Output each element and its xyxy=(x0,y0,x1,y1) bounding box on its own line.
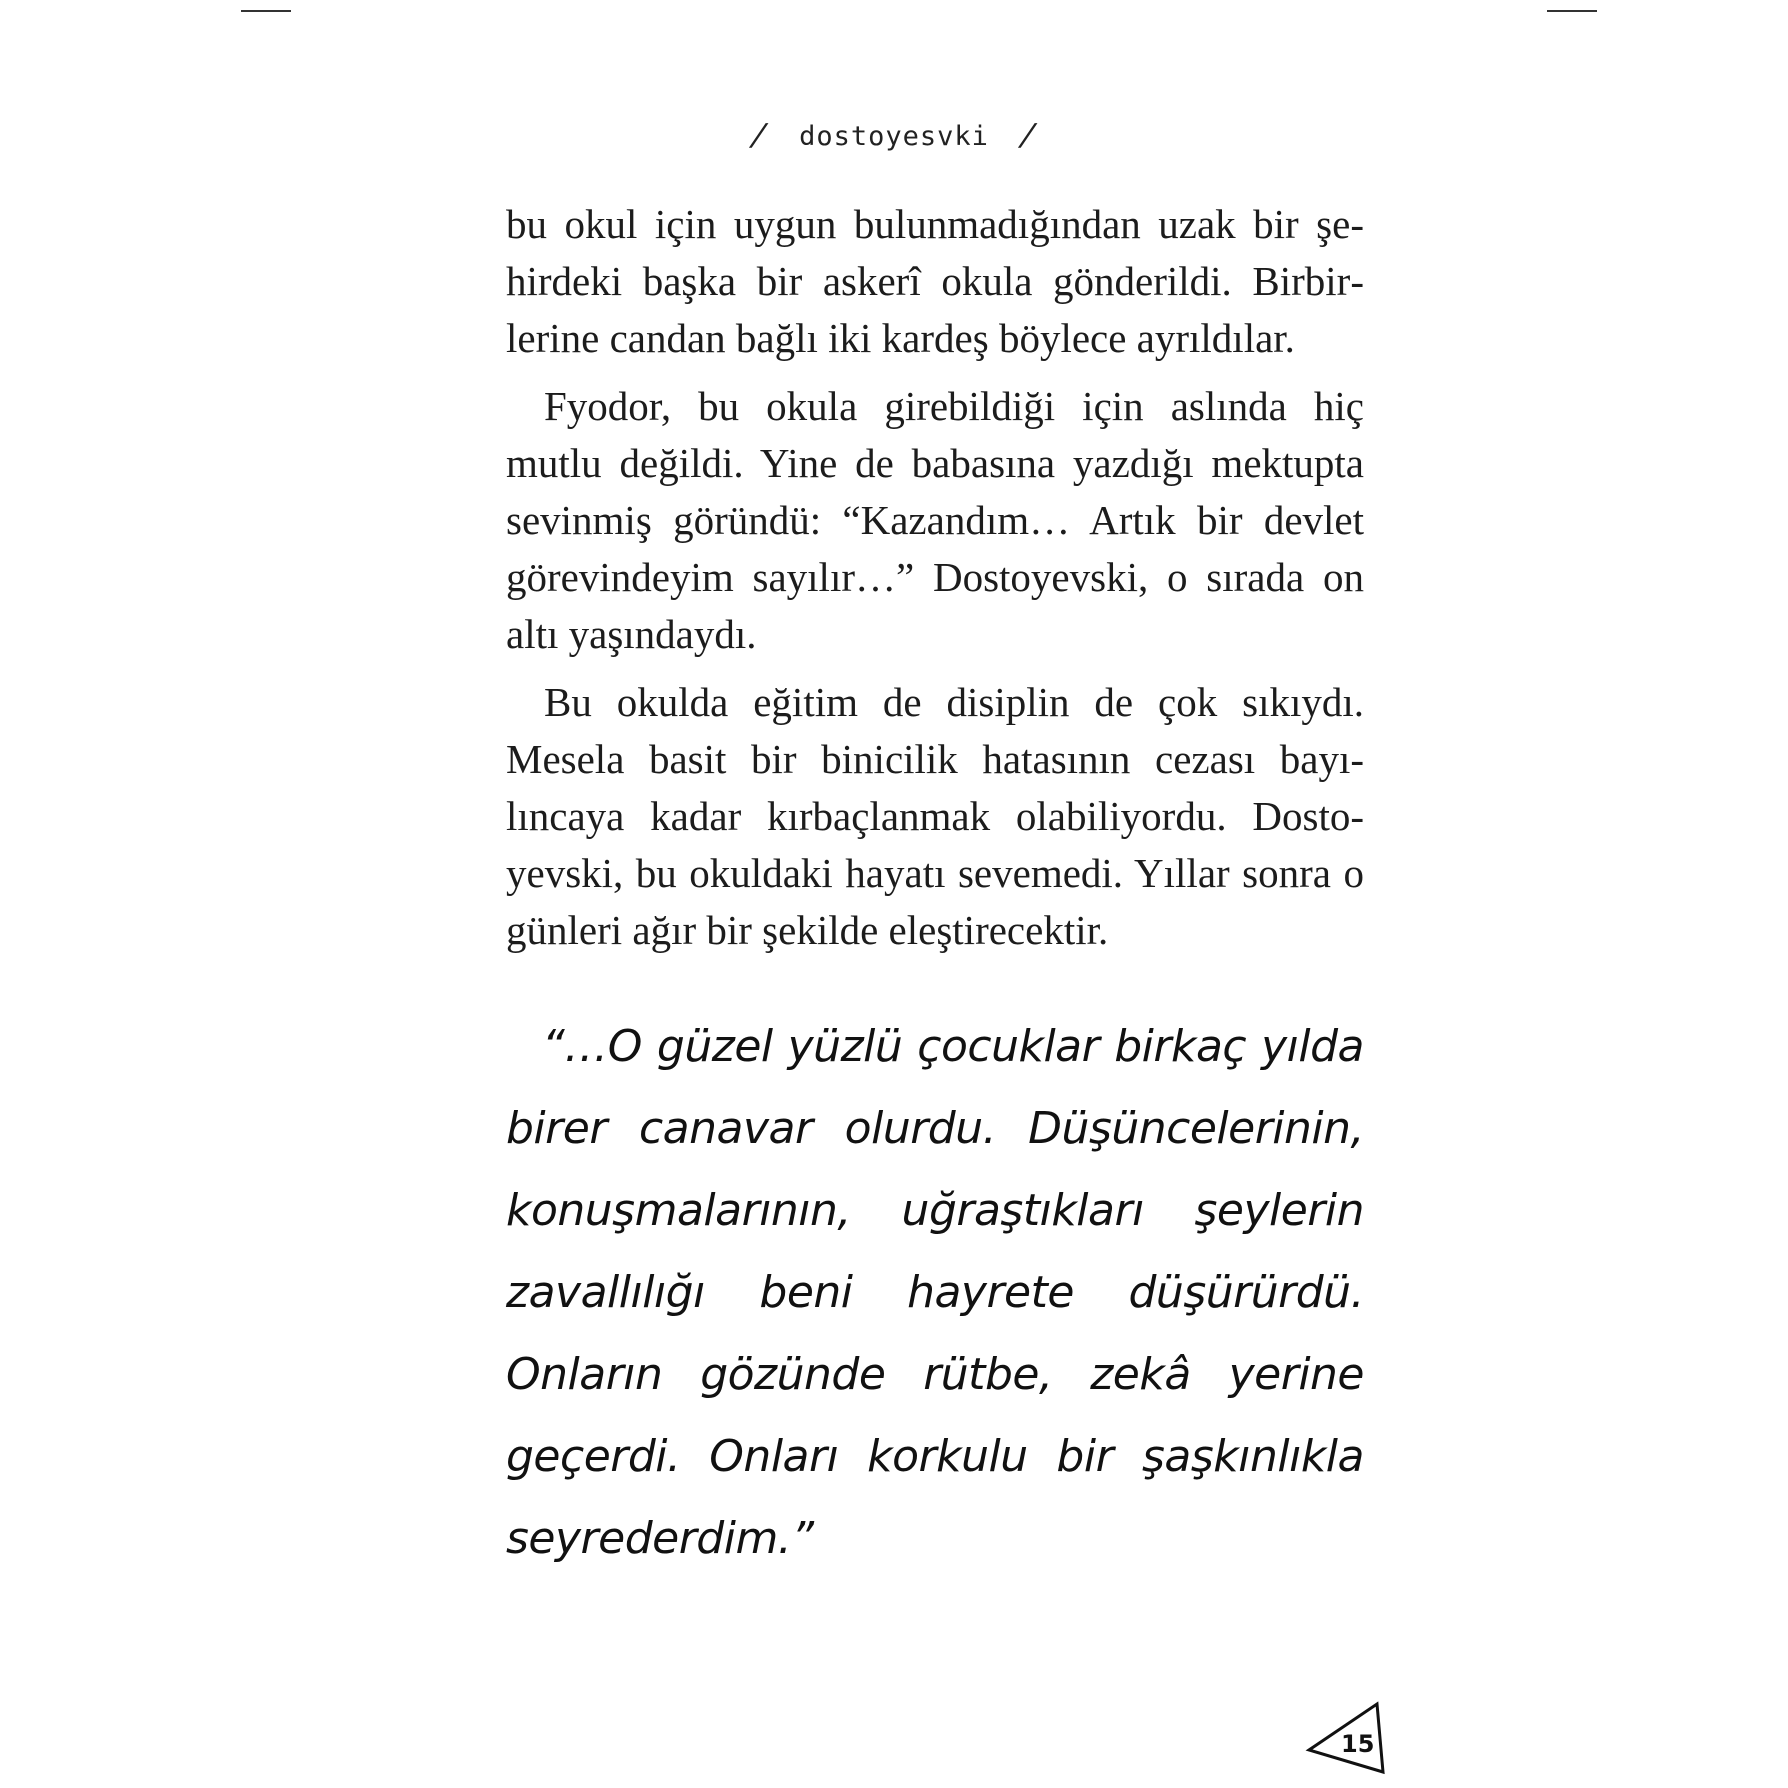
crop-mark-right xyxy=(1547,10,1597,12)
pull-quote: “…O güzel yüzlü çocuklar birkaç yılda birer canavar olurdu. Düşüncelerinin, konuşmalarının, uğraştıkları şeylerin zavallılığı beni hayrete düşürürdü. Onların gözünde rütbe, zekâ yerine geçerdi. Onları korkulu bir şaşkınlıkla seyrederdim.” xyxy=(506,1021,1364,1564)
paragraph-3: Bu okulda eğitim de disiplin de çok sıkıydı. Mesela basit bir binicilik hatasının cezası bayılıncaya kadar kırbaçlanmak olabiliyordu. Dostoyevski, bu okuldaki hayatı sevemedi. Yıllar sonra o günleri ağır bir şekilde eleştirecektir. xyxy=(506,679,1364,953)
running-head-left-mark: / xyxy=(746,118,773,153)
running-head xyxy=(0,118,1788,153)
running-head-title: dostoyesvki xyxy=(799,121,989,152)
running-head-right-mark: / xyxy=(1015,118,1042,153)
paragraph-1: bu okul için uygun bulunmadığından uzak bir şehirdeki başka bir askerî okula gönderildi. Birbirlerine candan bağlı iki kardeş böylece ayrıldılar. xyxy=(506,201,1364,361)
crop-mark-left xyxy=(241,10,291,12)
page-number: 15 xyxy=(1341,1730,1375,1758)
body-text xyxy=(506,196,1364,970)
paragraph-2: Fyodor, bu okula girebildiği için aslında hiç mutlu değildi. Yine de babasına yazdığı mektupta sevinmiş göründü: “Kazandım… Artık bir devlet görevindeyim sayılır…” Dostoyevski, o sırada on altı yaşındaydı. xyxy=(506,383,1364,657)
page-number-badge xyxy=(1305,1700,1387,1776)
